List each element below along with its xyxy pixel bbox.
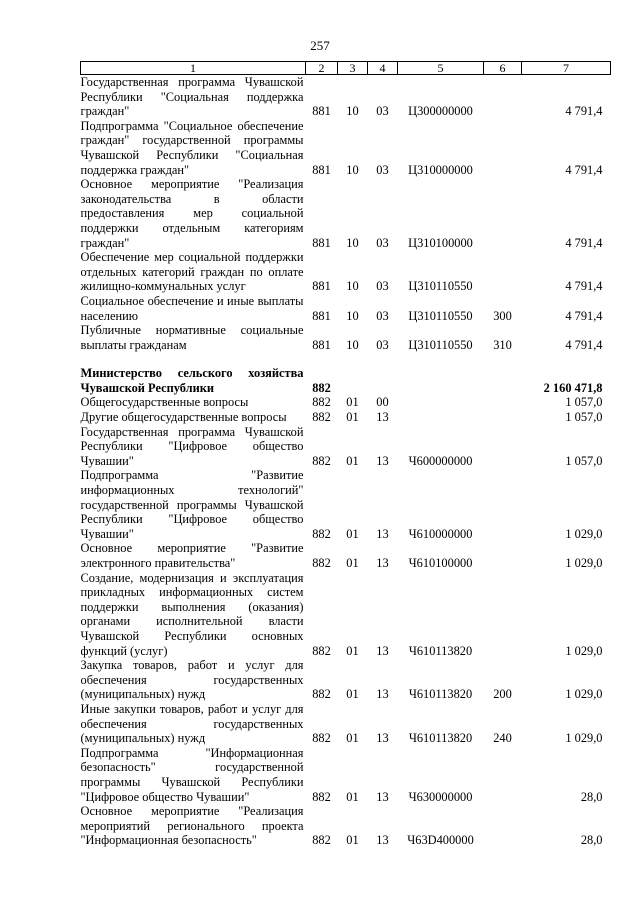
row-section-cell: 01 [346, 643, 359, 658]
row-name-cell: Подпрограмма "Социальное обеспечение граждан" государственной программы Чувашской Республики "Социальная поддержка граждан" [80, 118, 304, 177]
row-ved-cell: 881 [312, 162, 331, 177]
row-sum-cell: 1 029,0 [565, 556, 603, 570]
row-subsection-cell: 00 [376, 395, 389, 410]
row-expense-type-cell: 200 [493, 687, 512, 702]
table-row [81, 541, 611, 570]
row-expense-type-cell [484, 177, 522, 250]
row-name-cell: Основное мероприятие "Развитие электронного правительства" [80, 541, 304, 570]
row-sum-cell: 28,0 [580, 833, 603, 848]
row-expense-type-cell [484, 468, 522, 541]
row-section-cell: 01 [346, 687, 359, 702]
row-ved-cell: 882 [312, 687, 331, 702]
row-target-article-cell: Ц310110550 [408, 308, 473, 323]
row-subsection-cell: 13 [376, 556, 389, 570]
row-sum-cell: 1 029,0 [565, 643, 603, 658]
row-section-cell: 10 [346, 162, 359, 177]
header-col-6: 6 [484, 62, 522, 75]
row-name-cell: Другие общегосударственные вопросы [80, 410, 287, 425]
row-section-cell: 01 [346, 526, 359, 541]
table-row [81, 75, 611, 119]
row-subsection-cell: 13 [376, 731, 389, 746]
row-name-cell: Создание, модернизация и эксплуатация прикладных информационных систем поддержки выполнения (оказания) органами исполнительной власти Чувашской Республики основных функций (услуг) [80, 570, 304, 658]
table-row [81, 468, 611, 541]
row-name-cell: Общегосударственные вопросы [80, 395, 249, 410]
row-sum-cell: 1 057,0 [565, 453, 603, 468]
row-target-article-cell: Ц300000000 [408, 104, 473, 119]
row-target-article-cell: Ч610100000 [408, 556, 473, 570]
row-sum-cell: 1 029,0 [565, 731, 603, 746]
row-ved-cell: 882 [312, 410, 331, 425]
row-expense-type-cell [484, 541, 522, 570]
table-row [81, 366, 611, 395]
row-sum-cell: 1 057,0 [565, 410, 603, 425]
row-section-cell: 01 [346, 556, 359, 570]
row-sum-cell: 4 791,4 [565, 279, 603, 294]
row-sum-cell: 1 057,0 [565, 395, 603, 410]
table-body [81, 75, 611, 848]
row-subsection-cell: 13 [376, 643, 389, 658]
header-col-2: 2 [306, 62, 338, 75]
header-col-4: 4 [368, 62, 398, 75]
row-expense-type-cell [484, 250, 522, 294]
row-section-cell: 01 [346, 789, 359, 804]
row-sum-cell: 28,0 [580, 789, 603, 804]
row-sum-cell: 1 029,0 [565, 687, 603, 702]
row-name-cell: Государственная программа Чувашской Республики "Цифровое общество Чувашии" [80, 424, 304, 468]
row-target-article-cell: Ч610000000 [408, 526, 473, 541]
row-target-article-cell: Ц310110550 [408, 279, 473, 294]
row-target-article-cell: Ч610113820 [408, 643, 473, 658]
row-expense-type-cell: 300 [493, 308, 512, 323]
row-target-article-cell: Ч610113820 [408, 731, 473, 746]
row-subsection-cell [368, 366, 398, 395]
row-target-article-cell: Ц310000000 [408, 162, 473, 177]
row-sum-cell: 4 791,4 [565, 235, 603, 250]
row-ved-cell: 882 [312, 395, 331, 410]
row-subsection-cell: 03 [376, 279, 389, 294]
row-spacer [81, 352, 611, 366]
row-target-article-cell [398, 395, 484, 410]
row-section-cell: 10 [346, 279, 359, 294]
row-expense-type-cell [484, 75, 522, 119]
header-col-7: 7 [522, 62, 611, 75]
row-name-cell: Подпрограмма "Развитие информационных технологий" государственной программы Чувашской Республики "Цифровое общество Чувашии" [80, 468, 304, 541]
row-sum-cell: 1 029,0 [565, 526, 603, 541]
page-number: 257 [310, 38, 330, 53]
row-target-article-cell [398, 410, 484, 425]
row-subsection-cell: 03 [376, 308, 389, 323]
row-section-cell: 10 [346, 235, 359, 250]
row-ved-cell: 882 [312, 453, 331, 468]
row-ved-cell: 882 [312, 789, 331, 804]
row-sum-cell: 4 791,4 [565, 337, 603, 352]
row-name-cell: Социальное обеспечение и иные выплаты населению [80, 293, 304, 323]
row-spacer-cell [81, 352, 611, 366]
row-expense-type-cell [484, 410, 522, 425]
table-row [81, 804, 611, 848]
row-expense-type-cell [484, 119, 522, 177]
row-name-cell: Министерство сельского хозяйства Чувашской Республики [80, 366, 304, 395]
table-row [81, 395, 611, 410]
row-subsection-cell: 13 [376, 687, 389, 702]
row-expense-type-cell: 310 [493, 337, 512, 352]
row-target-article-cell: Ц310100000 [408, 235, 473, 250]
row-target-article-cell: Ч600000000 [408, 453, 473, 468]
table-row [81, 177, 611, 250]
row-name-cell: Основное мероприятие "Реализация мероприятий регионального проекта "Информационная безопасность" [80, 804, 304, 848]
row-name-cell: Государственная программа Чувашской Республики "Социальная поддержка граждан" [80, 75, 304, 119]
row-subsection-cell: 13 [376, 526, 389, 541]
table-row [81, 323, 611, 352]
row-target-article-cell: Ч610113820 [408, 687, 473, 702]
row-sum-cell: 4 791,4 [565, 162, 603, 177]
row-expense-type-cell [484, 804, 522, 848]
row-name-cell: Подпрограмма "Информационная безопасность" государственной программы Чувашской Республики "Цифровое общество Чувашии" [80, 745, 304, 804]
row-section-cell: 01 [346, 453, 359, 468]
row-section-cell: 10 [346, 308, 359, 323]
row-subsection-cell: 03 [376, 235, 389, 250]
row-expense-type-cell [484, 366, 522, 395]
row-section-cell: 01 [346, 833, 359, 848]
row-section-cell: 01 [346, 731, 359, 746]
row-sum-cell: 4 791,4 [565, 308, 603, 323]
table-row [81, 425, 611, 469]
row-subsection-cell: 03 [376, 337, 389, 352]
row-subsection-cell: 13 [376, 833, 389, 848]
row-sum-cell: 4 791,4 [565, 104, 603, 119]
row-ved-cell: 881 [312, 308, 331, 323]
row-target-article-cell [398, 366, 484, 395]
row-name-cell: Закупка товаров, работ и услуг для обеспечения государственных (муниципальных) нужд [80, 658, 304, 702]
row-ved-cell: 881 [312, 337, 331, 352]
table-row [81, 571, 611, 659]
row-ved-cell: 881 [312, 279, 331, 294]
row-ved-cell: 881 [312, 104, 331, 119]
row-name-cell: Основное мероприятие "Реализация законодательства в области предоставления мер социальной поддержки отдельным категориям граждан" [80, 177, 304, 250]
row-ved-cell: 881 [312, 235, 331, 250]
row-subsection-cell: 13 [376, 453, 389, 468]
row-ved-cell: 882 [312, 833, 331, 848]
row-target-article-cell: Ч630000000 [408, 789, 473, 804]
row-subsection-cell: 13 [376, 789, 389, 804]
row-ved-cell: 882 [312, 643, 331, 658]
row-ved-cell: 882 [312, 556, 331, 570]
row-subsection-cell: 03 [376, 162, 389, 177]
row-sum-cell: 2 160 471,8 [543, 380, 603, 395]
row-section-cell: 01 [346, 410, 359, 425]
table-header-row [81, 62, 611, 75]
row-expense-type-cell [484, 395, 522, 410]
row-name-cell: Публичные нормативные социальные выплаты гражданам [80, 323, 304, 352]
header-col-5: 5 [398, 62, 484, 75]
table-row [81, 702, 611, 746]
row-subsection-cell: 03 [376, 104, 389, 119]
row-expense-type-cell [484, 571, 522, 659]
row-ved-cell: 882 [312, 526, 331, 541]
row-subsection-cell: 13 [376, 410, 389, 425]
table-row [81, 119, 611, 177]
row-expense-type-cell [484, 425, 522, 469]
header-col-1: 1 [81, 62, 306, 75]
row-target-article-cell: Ч63D400000 [407, 833, 474, 848]
table-row [81, 746, 611, 804]
row-expense-type-cell [484, 746, 522, 804]
table-row [81, 658, 611, 702]
table-row [81, 410, 611, 425]
row-ved-cell: 882 [312, 380, 331, 395]
budget-table [80, 61, 611, 848]
row-section-cell: 10 [346, 104, 359, 119]
row-target-article-cell: Ц310110550 [408, 337, 473, 352]
row-section-cell [338, 366, 368, 395]
header-col-3: 3 [338, 62, 368, 75]
row-ved-cell: 882 [312, 731, 331, 746]
row-section-cell: 01 [346, 395, 359, 410]
row-name-cell: Обеспечение мер социальной поддержки отдельных категорий граждан по оплате жилищно-коммунальных услуг [80, 250, 304, 294]
table-row [81, 250, 611, 294]
row-expense-type-cell: 240 [493, 731, 512, 746]
row-section-cell: 10 [346, 337, 359, 352]
table-row [81, 294, 611, 323]
row-name-cell: Иные закупки товаров, работ и услуг для обеспечения государственных (муниципальных) нужд [80, 701, 304, 746]
